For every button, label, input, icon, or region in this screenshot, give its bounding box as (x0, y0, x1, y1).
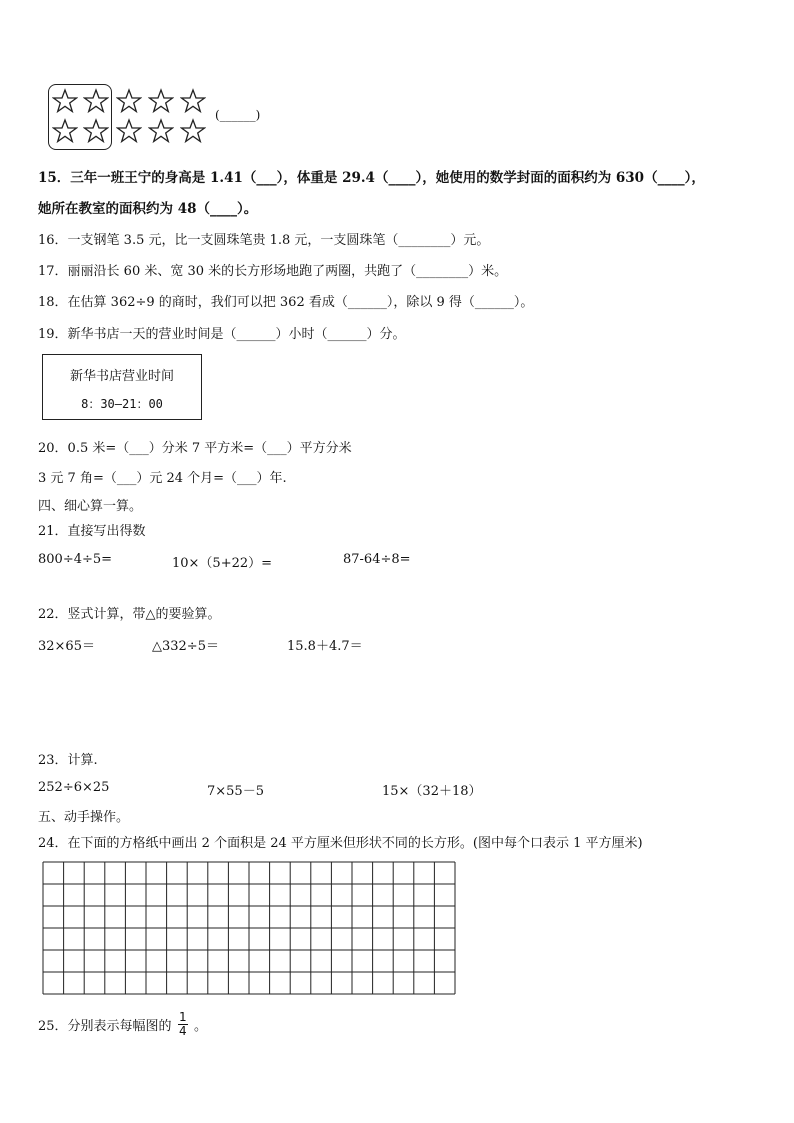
star-outline-icon (83, 118, 109, 144)
q22-item: 15.8＋4.7＝ (287, 639, 363, 654)
stars-answer-blank[interactable]: (______) (215, 108, 261, 122)
star-outline-icon (83, 88, 109, 114)
bookstore-sign-title: 新华书店营业时间 (69, 369, 174, 384)
question-20-line-2: 3 元 7 角=（___）元 24 个月=（___）年. (38, 471, 287, 486)
square-grid-paper[interactable] (42, 861, 456, 999)
bookstore-sign-hours: 8：30—21：00 (81, 397, 163, 411)
bookstore-hours-sign (42, 354, 202, 420)
star-outline-icon (116, 88, 142, 114)
q21-item: 87-64÷8= (343, 552, 411, 567)
fraction-one-quarter (178, 1011, 188, 1038)
q23-item: 252÷6×25 (38, 780, 110, 795)
question-24: 24．在下面的方格纸中画出 2 个面积是 24 平方厘米但形状不同的长方形。(图中每个口表示 1 平方厘米) (38, 836, 643, 851)
star-outline-icon (148, 118, 174, 144)
q21-item: 10×（5+22）= (172, 556, 273, 571)
q23-item: 7×55－5 (207, 784, 264, 799)
star-outline-icon (180, 118, 206, 144)
question-15-line-1: 15．三年一班王宁的身高是 1.41（___），体重是 29.4（____），她使用的数学封面的面积约为 630（____）， (38, 170, 705, 186)
question-23: 23．计算. (38, 753, 98, 768)
q22-item: △332÷5＝ (152, 639, 219, 654)
question-20-line-1: 20．0.5 米=（___）分米 7 平方米=（___）平方分米 (38, 441, 352, 456)
q22-item: 32×65＝ (38, 639, 95, 654)
star-outline-icon (180, 88, 206, 114)
q21-item: 800÷4÷5= (38, 552, 113, 567)
question-21: 21．直接写出得数 (38, 524, 146, 539)
question-25: 25．分别表示每幅图的 (38, 1019, 172, 1034)
fraction-denominator: 4 (179, 1024, 187, 1038)
question-17: 17．丽丽沿长 60 米、宽 30 米的长方形场地跑了两圈，共跑了（________）米。 (38, 264, 508, 279)
star-outline-icon (52, 88, 78, 114)
question-18: 18．在估算 362÷9 的商时，我们可以把 362 看成（______），除以 9 得（______）。 (38, 295, 534, 310)
section-5-title: 五、动手操作。 (38, 810, 130, 825)
fraction-numerator: 1 (179, 1010, 187, 1024)
star-outline-icon (116, 118, 142, 144)
q23-item: 15×（32＋18） (382, 784, 482, 799)
question-25-end: 。 (194, 1019, 208, 1034)
question-16: 16．一支钢笔 3.5 元，比一支圆珠笔贵 1.8 元，一支圆珠笔（________）元。 (38, 233, 490, 248)
grid-svg[interactable] (42, 861, 456, 995)
question-19: 19．新华书店一天的营业时间是（______）小时（______）分。 (38, 327, 406, 342)
section-4-title: 四、细心算一算。 (38, 499, 143, 514)
question-22: 22．竖式计算，带△的要验算。 (38, 607, 221, 622)
star-outline-icon (52, 118, 78, 144)
star-outline-icon (148, 88, 174, 114)
question-15-line-2: 她所在教室的面积约为 48（____）。 (38, 201, 258, 217)
